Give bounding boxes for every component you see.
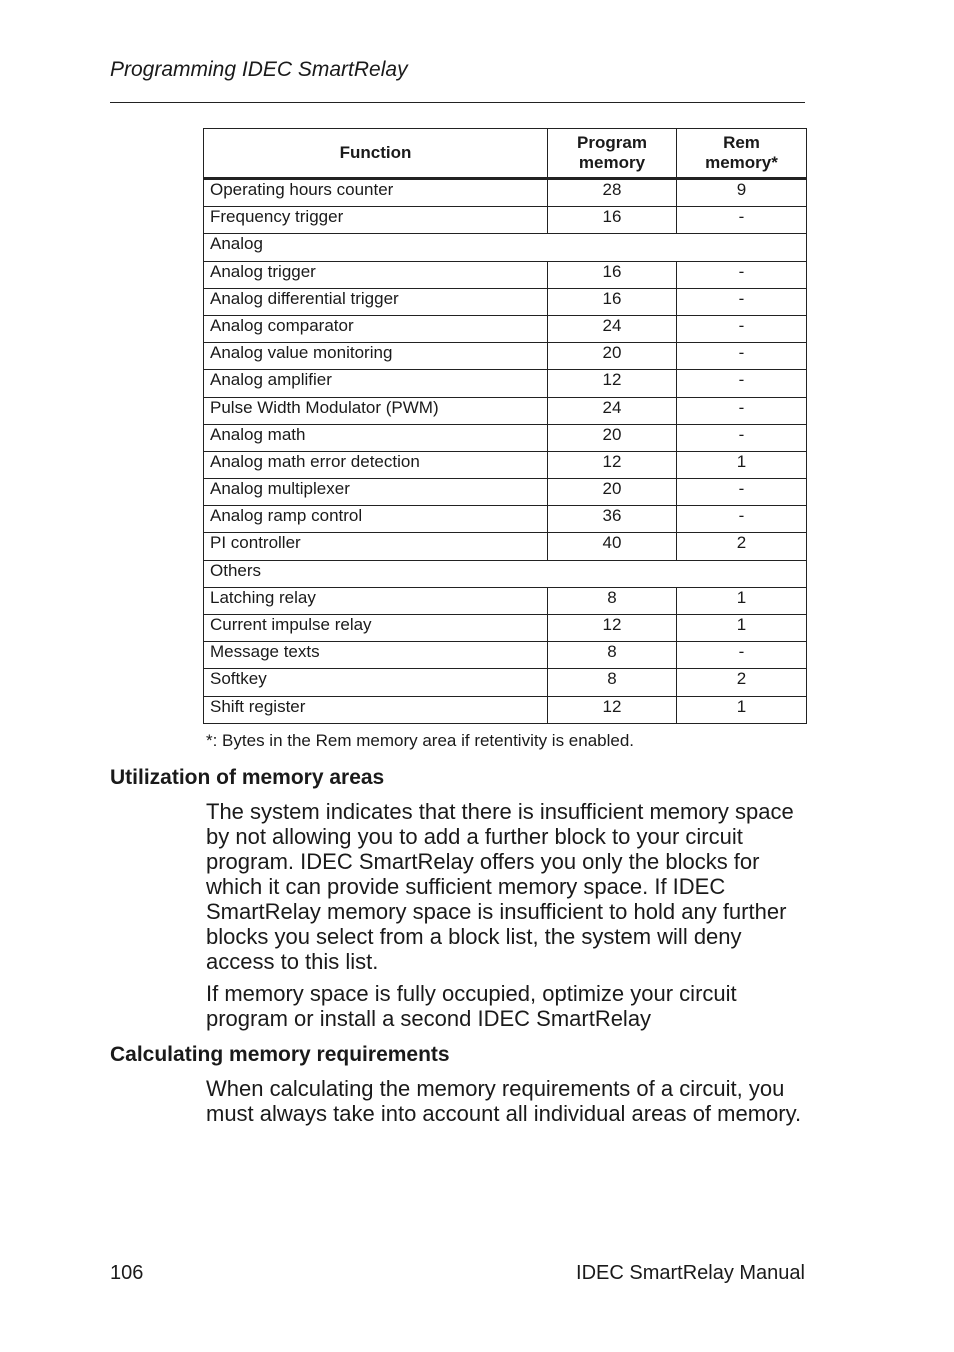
rem-memory-cell: - <box>677 370 807 397</box>
rem-memory-cell: 1 <box>677 451 807 478</box>
calculating-paragraph-1: When calculating the memory requirements of a circuit, you must always take into account all individual areas of memory. <box>206 1076 802 1126</box>
program-memory-cell: 20 <box>548 343 677 370</box>
function-cell: Analog comparator <box>204 315 548 342</box>
manual-title: IDEC SmartRelay Manual <box>576 1262 805 1284</box>
program-memory-cell: 16 <box>548 207 677 234</box>
function-cell: Analog math <box>204 424 548 451</box>
rem-memory-cell: - <box>677 207 807 234</box>
program-memory-cell: 8 <box>548 642 677 669</box>
program-memory-cell: 8 <box>548 669 677 696</box>
header-rule <box>110 102 805 103</box>
function-cell: PI controller <box>204 533 548 560</box>
table-row <box>204 587 807 614</box>
program-memory-cell: 12 <box>548 451 677 478</box>
section-heading-calculating: Calculating memory requirements <box>110 1043 450 1066</box>
table-body <box>204 179 807 724</box>
function-cell: Analog trigger <box>204 261 548 288</box>
function-cell: Pulse Width Modulator (PWM) <box>204 397 548 424</box>
program-memory-cell: 20 <box>548 479 677 506</box>
rem-memory-cell: - <box>677 642 807 669</box>
table-row <box>204 207 807 234</box>
function-cell: Shift register <box>204 696 548 723</box>
rem-memory-cell: - <box>677 288 807 315</box>
table-row <box>204 506 807 533</box>
table-section-row <box>204 234 807 261</box>
table-row <box>204 179 807 207</box>
table-row <box>204 288 807 315</box>
program-memory-cell: 28 <box>548 179 677 207</box>
table-header-row <box>204 129 807 179</box>
function-cell: Frequency trigger <box>204 207 548 234</box>
rem-memory-cell: - <box>677 424 807 451</box>
table-row <box>204 424 807 451</box>
function-cell: Operating hours counter <box>204 179 548 207</box>
column-header-rem-memory <box>677 129 807 179</box>
program-memory-cell: 36 <box>548 506 677 533</box>
rem-memory-cell: 2 <box>677 533 807 560</box>
function-cell: Analog multiplexer <box>204 479 548 506</box>
rem-memory-cell: - <box>677 506 807 533</box>
program-memory-cell: 12 <box>548 615 677 642</box>
table-row <box>204 696 807 723</box>
column-header-function: Function <box>204 129 548 179</box>
function-cell: Analog differential trigger <box>204 288 548 315</box>
table-row <box>204 642 807 669</box>
table-row <box>204 451 807 478</box>
running-header: Programming IDEC SmartRelay <box>110 58 408 81</box>
table-row <box>204 315 807 342</box>
function-cell: Analog ramp control <box>204 506 548 533</box>
table-row <box>204 370 807 397</box>
table-row <box>204 261 807 288</box>
rem-memory-cell: 2 <box>677 669 807 696</box>
rem-memory-header-text: Rem memory* <box>705 133 778 172</box>
program-memory-cell: 12 <box>548 696 677 723</box>
table-section-row <box>204 560 807 587</box>
table-row <box>204 669 807 696</box>
table-row <box>204 533 807 560</box>
program-memory-cell: 20 <box>548 424 677 451</box>
column-header-program-memory <box>548 129 677 179</box>
rem-memory-cell: - <box>677 479 807 506</box>
memory-requirements-table <box>203 128 807 724</box>
rem-memory-cell: 1 <box>677 696 807 723</box>
function-cell: Current impulse relay <box>204 615 548 642</box>
page-number: 106 <box>110 1262 144 1284</box>
rem-memory-cell: 1 <box>677 587 807 614</box>
function-cell: Message texts <box>204 642 548 669</box>
section-label: Analog <box>204 234 807 261</box>
rem-memory-cell: 1 <box>677 615 807 642</box>
program-memory-header-text: Program memory <box>577 133 647 172</box>
utilization-paragraph-1: The system indicates that there is insufficient memory space by not allowing you to add a further block to your circuit program. IDEC SmartRelay offers you only the blocks for which it can provide sufficient memory space. If IDEC SmartRelay memory space is insufficient to hold any further blocks you select from a block list, the system will deny access to this list. <box>206 799 794 974</box>
function-cell: Analog math error detection <box>204 451 548 478</box>
section-heading-utilization: Utilization of memory areas <box>110 766 385 789</box>
function-cell: Analog amplifier <box>204 370 548 397</box>
function-cell: Softkey <box>204 669 548 696</box>
table-footnote: *: Bytes in the Rem memory area if retentivity is enabled. <box>206 731 635 750</box>
program-memory-cell: 16 <box>548 288 677 315</box>
program-memory-cell: 24 <box>548 397 677 424</box>
program-memory-cell: 8 <box>548 587 677 614</box>
program-memory-cell: 16 <box>548 261 677 288</box>
table-row <box>204 479 807 506</box>
table-row <box>204 343 807 370</box>
rem-memory-cell: - <box>677 261 807 288</box>
table-row <box>204 397 807 424</box>
rem-memory-cell: - <box>677 397 807 424</box>
program-memory-cell: 24 <box>548 315 677 342</box>
program-memory-cell: 12 <box>548 370 677 397</box>
rem-memory-cell: - <box>677 315 807 342</box>
function-cell: Analog value monitoring <box>204 343 548 370</box>
rem-memory-cell: - <box>677 343 807 370</box>
rem-memory-cell: 9 <box>677 179 807 207</box>
function-cell: Latching relay <box>204 587 548 614</box>
utilization-paragraph-2: If memory space is fully occupied, optimize your circuit program or install a second IDEC SmartRelay <box>206 981 737 1031</box>
section-label: Others <box>204 560 807 587</box>
table-row <box>204 615 807 642</box>
program-memory-cell: 40 <box>548 533 677 560</box>
